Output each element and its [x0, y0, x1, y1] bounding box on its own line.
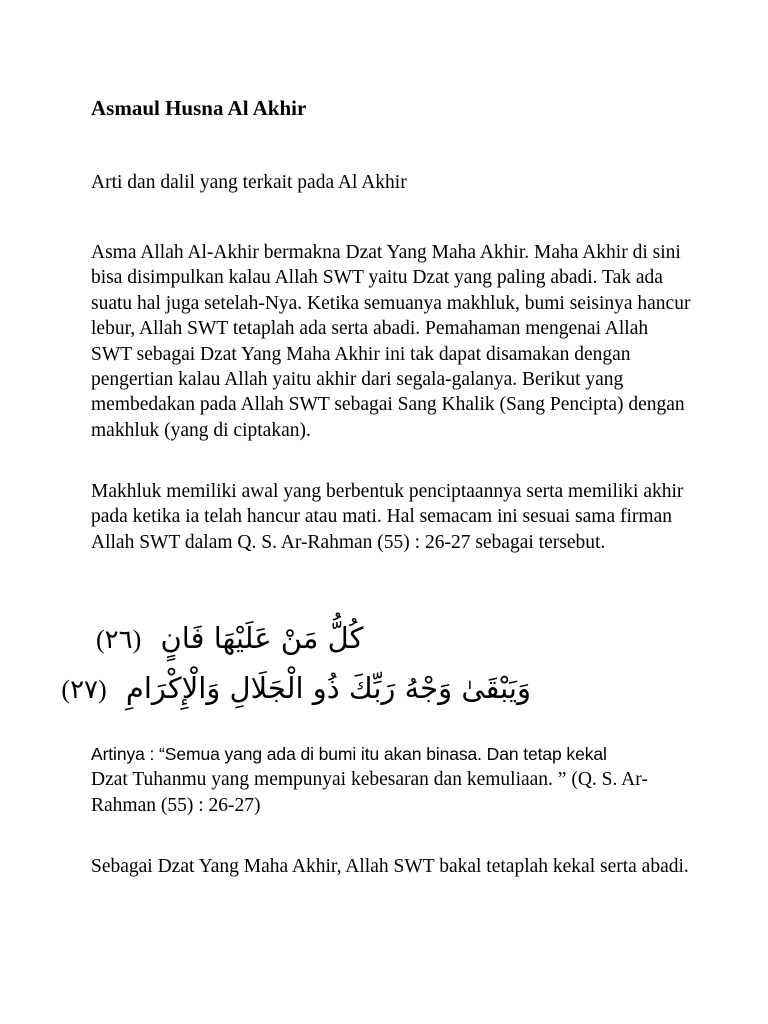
- verse-26-number: (٢٦): [96, 625, 142, 654]
- verse-27-number: (٢٧): [61, 675, 107, 704]
- subtitle: Arti dan dalil yang terkait pada Al Akhir: [91, 172, 407, 193]
- translation-first-line: Artinya : “Semua yang ada di bumi itu akan binasa. Dan tetap kekal: [91, 744, 607, 764]
- paragraph-creature: Makhluk memiliki awal yang berbentuk penciptaannya serta memiliki akhir pada ketika ia telah hancur atau mati. Hal semacam ini sesuai sama firman Allah SWT dalam Q. S. Ar-Rahman (55) : 26-27 sebagai tersebut.: [91, 481, 684, 553]
- paragraph-conclusion: Sebagai Dzat Yang Maha Akhir, Allah SWT bakal tetaplah kekal serta abadi.: [91, 856, 689, 877]
- paragraph-translation: [91, 742, 691, 818]
- verse-26-text: كُلُّ مَنْ عَلَيْهَا فَانٍ: [160, 621, 364, 655]
- page-title: Asmaul Husna Al Akhir: [91, 96, 307, 120]
- quran-verse-27: [61, 668, 531, 710]
- translation-rest: Dzat Tuhanmu yang mempunyai kebesaran dan kemuliaan. ” (Q. S. Ar-Rahman (55) : 26-27): [91, 769, 648, 816]
- paragraph-meaning: Asma Allah Al-Akhir bermakna Dzat Yang Maha Akhir. Maha Akhir di sini bisa disimpulkan kalau Allah SWT yaitu Dzat yang paling abadi. Tak ada suatu hal juga setelah-Nya. Ketika semuanya makhluk, bumi seisinya hancur lebur, Allah SWT tetaplah ada serta abadi. Pemahaman mengenai Allah SWT sebagai Dzat Yang Maha Akhir ini tak dapat disamakan dengan pengertian kalau Allah yaitu akhir dari segala-galanya. Berikut yang membedakan pada Allah SWT sebagai Sang Khalik (Sang Pencipta) dengan makhluk (yang di ciptakan).: [91, 242, 691, 441]
- verse-27-text: وَيَبْقَىٰ وَجْهُ رَبِّكَ ذُو الْجَلَالِ وَالْإِكْرَامِ: [125, 671, 531, 705]
- quran-verse-26: [96, 618, 386, 660]
